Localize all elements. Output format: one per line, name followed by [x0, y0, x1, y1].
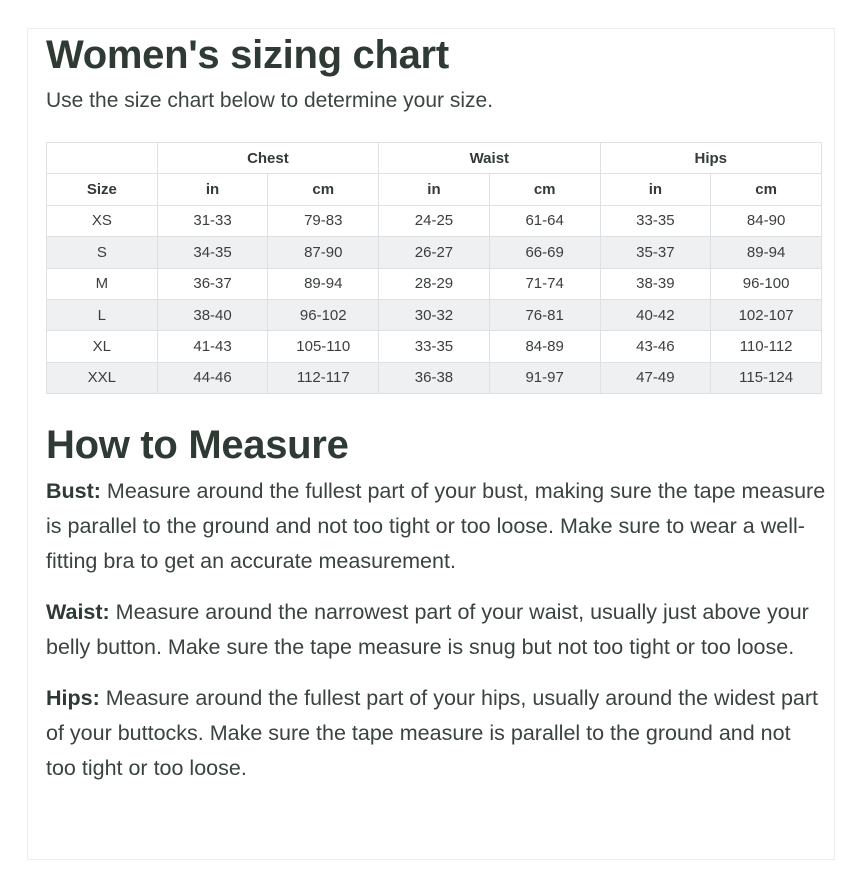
measurement-cell: 35-37	[600, 237, 711, 268]
measurement-cell: 102-107	[711, 299, 822, 330]
measurement-cell: 89-94	[711, 237, 822, 268]
measurement-cell: 89-94	[268, 268, 379, 299]
measurement-cell: 105-110	[268, 331, 379, 362]
bust-text: Measure around the fullest part of your bust, making sure the tape measure is parallel to the ground and not too tight or too loose. Make sure to wear a well-fitting bra to get an accurate measurement.	[46, 479, 826, 574]
hips-instructions	[46, 681, 826, 786]
subheader-chest-in: in	[157, 174, 268, 205]
measurement-cell: 112-117	[268, 362, 379, 393]
subheader-waist-in: in	[379, 174, 490, 205]
measurement-cell: 87-90	[268, 237, 379, 268]
measurement-cell: 40-42	[600, 299, 711, 330]
table-row	[47, 237, 822, 268]
measurement-cell: 31-33	[157, 205, 268, 236]
waist-instructions	[46, 595, 826, 665]
hips-text: Measure around the fullest part of your hips, usually around the widest part of your buttocks. Make sure the tape measure is parallel to the ground and not too tight or too loose.	[46, 686, 819, 781]
measurement-cell: 84-90	[711, 205, 822, 236]
group-header-chest: Chest	[157, 143, 378, 174]
group-header-row	[47, 143, 822, 174]
table-row	[47, 299, 822, 330]
page-title: Women's sizing chart	[46, 33, 449, 77]
measurement-cell: 38-39	[600, 268, 711, 299]
measurement-cell: 115-124	[711, 362, 822, 393]
measurement-cell: 96-100	[711, 268, 822, 299]
measurement-cell: 43-46	[600, 331, 711, 362]
table-row	[47, 362, 822, 393]
measurement-cell: 47-49	[600, 362, 711, 393]
size-chart-table	[46, 142, 822, 394]
measurement-cell: 71-74	[489, 268, 600, 299]
measurement-cell: 34-35	[157, 237, 268, 268]
subheader-hips-cm: cm	[711, 174, 822, 205]
waist-label: Waist:	[46, 600, 110, 625]
measurement-cell: 28-29	[379, 268, 490, 299]
table-row	[47, 268, 822, 299]
table-row	[47, 205, 822, 236]
page-content	[46, 28, 826, 786]
measurement-cell: 33-35	[379, 331, 490, 362]
measurement-cell: 44-46	[157, 362, 268, 393]
size-cell: L	[47, 299, 158, 330]
subheader-hips-in: in	[600, 174, 711, 205]
measurement-cell: 91-97	[489, 362, 600, 393]
measurement-cell: 33-35	[600, 205, 711, 236]
measurement-cell: 76-81	[489, 299, 600, 330]
size-cell: M	[47, 268, 158, 299]
table-row	[47, 331, 822, 362]
measurement-cell: 110-112	[711, 331, 822, 362]
measurement-cell: 26-27	[379, 237, 490, 268]
measurement-cell: 66-69	[489, 237, 600, 268]
subheader-size: Size	[47, 174, 158, 205]
group-header-empty	[47, 143, 158, 174]
subheader-chest-cm: cm	[268, 174, 379, 205]
size-rows	[47, 205, 822, 393]
measurement-cell: 38-40	[157, 299, 268, 330]
measurement-cell: 96-102	[268, 299, 379, 330]
page-subtitle: Use the size chart below to determine your size.	[46, 89, 494, 112]
measure-heading: How to Measure	[46, 423, 349, 468]
measurement-cell: 84-89	[489, 331, 600, 362]
subheader-row	[47, 174, 822, 205]
measurement-cell: 36-37	[157, 268, 268, 299]
size-cell: XXL	[47, 362, 158, 393]
measurement-cell: 36-38	[379, 362, 490, 393]
size-cell: XL	[47, 331, 158, 362]
group-header-waist: Waist	[379, 143, 600, 174]
group-header-hips: Hips	[600, 143, 821, 174]
measurement-cell: 79-83	[268, 205, 379, 236]
measurement-cell: 24-25	[379, 205, 490, 236]
bust-instructions	[46, 474, 826, 579]
subheader-waist-cm: cm	[489, 174, 600, 205]
measurement-cell: 61-64	[489, 205, 600, 236]
size-cell: XS	[47, 205, 158, 236]
hips-label: Hips:	[46, 686, 100, 711]
bust-label: Bust:	[46, 479, 101, 504]
measurement-cell: 41-43	[157, 331, 268, 362]
measurement-cell: 30-32	[379, 299, 490, 330]
size-cell: S	[47, 237, 158, 268]
waist-text: Measure around the narrowest part of your waist, usually just above your belly button. Make sure the tape measure is snug but not too tight or too loose.	[46, 600, 809, 660]
